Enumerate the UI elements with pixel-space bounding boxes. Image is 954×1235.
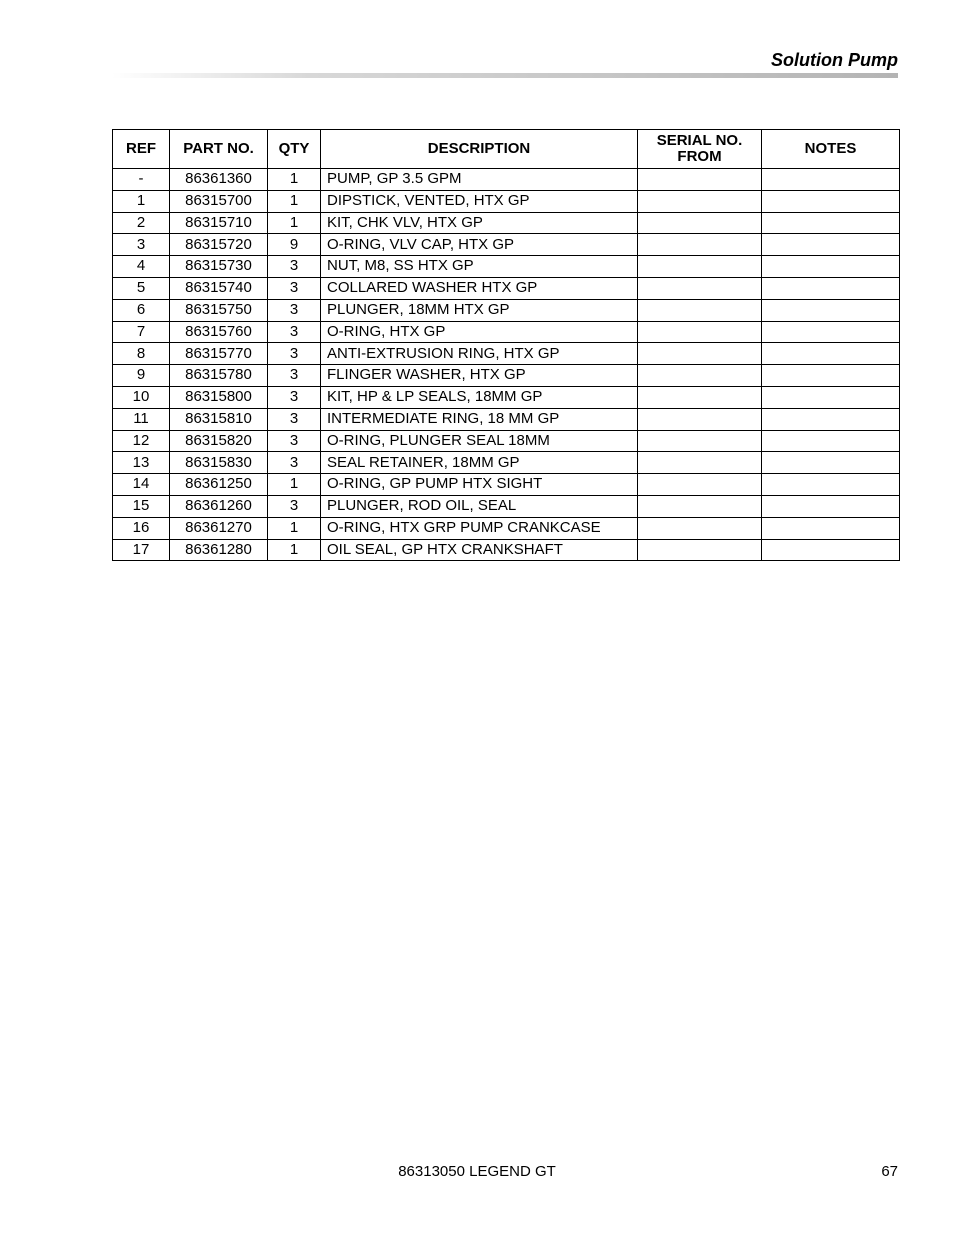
- cell-qty: 3: [268, 299, 321, 321]
- cell-serial-from: [638, 430, 762, 452]
- cell-part-no: 86315750: [170, 299, 268, 321]
- cell-qty: 1: [268, 212, 321, 234]
- cell-serial-from: [638, 517, 762, 539]
- cell-ref: 2: [113, 212, 170, 234]
- cell-part-no: 86315740: [170, 277, 268, 299]
- cell-part-no: 86315770: [170, 343, 268, 365]
- table-row: [113, 539, 900, 561]
- cell-part-no: 86315780: [170, 365, 268, 387]
- parts-table-body: [113, 169, 900, 561]
- cell-notes: [762, 321, 900, 343]
- cell-serial-from: [638, 234, 762, 256]
- cell-notes: [762, 234, 900, 256]
- col-header-ref: REF: [113, 130, 170, 169]
- cell-serial-from: [638, 495, 762, 517]
- cell-part-no: 86315800: [170, 386, 268, 408]
- cell-description: O-RING, PLUNGER SEAL 18MM: [321, 430, 638, 452]
- cell-notes: [762, 517, 900, 539]
- cell-serial-from: [638, 169, 762, 191]
- cell-qty: 3: [268, 386, 321, 408]
- table-row: [113, 517, 900, 539]
- cell-ref: 14: [113, 474, 170, 496]
- cell-part-no: 86361260: [170, 495, 268, 517]
- cell-description: O-RING, VLV CAP, HTX GP: [321, 234, 638, 256]
- cell-notes: [762, 474, 900, 496]
- header-rule: [112, 73, 898, 78]
- cell-part-no: 86361270: [170, 517, 268, 539]
- table-row: [113, 212, 900, 234]
- cell-notes: [762, 212, 900, 234]
- cell-part-no: 86361250: [170, 474, 268, 496]
- table-row: [113, 365, 900, 387]
- cell-qty: 1: [268, 169, 321, 191]
- table-row: [113, 408, 900, 430]
- table-row: [113, 234, 900, 256]
- table-row: [113, 321, 900, 343]
- cell-qty: 3: [268, 343, 321, 365]
- cell-notes: [762, 256, 900, 278]
- cell-notes: [762, 539, 900, 561]
- cell-notes: [762, 299, 900, 321]
- cell-qty: 3: [268, 365, 321, 387]
- cell-notes: [762, 190, 900, 212]
- table-row: [113, 343, 900, 365]
- table-row: [113, 495, 900, 517]
- cell-qty: 3: [268, 256, 321, 278]
- cell-part-no: 86315820: [170, 430, 268, 452]
- cell-ref: 15: [113, 495, 170, 517]
- cell-ref: 13: [113, 452, 170, 474]
- cell-qty: 1: [268, 190, 321, 212]
- cell-description: O-RING, HTX GP: [321, 321, 638, 343]
- cell-serial-from: [638, 386, 762, 408]
- cell-notes: [762, 452, 900, 474]
- table-row: [113, 169, 900, 191]
- col-header-description: DESCRIPTION: [321, 130, 638, 169]
- cell-serial-from: [638, 212, 762, 234]
- cell-description: INTERMEDIATE RING, 18 MM GP: [321, 408, 638, 430]
- cell-serial-from: [638, 299, 762, 321]
- cell-qty: 3: [268, 321, 321, 343]
- cell-description: ANTI-EXTRUSION RING, HTX GP: [321, 343, 638, 365]
- cell-ref: 4: [113, 256, 170, 278]
- cell-notes: [762, 495, 900, 517]
- cell-part-no: 86315700: [170, 190, 268, 212]
- col-header-serial-from: SERIAL NO. FROM: [638, 130, 762, 169]
- cell-serial-from: [638, 408, 762, 430]
- parts-table: [112, 129, 900, 561]
- cell-ref: 10: [113, 386, 170, 408]
- cell-description: OIL SEAL, GP HTX CRANKSHAFT: [321, 539, 638, 561]
- cell-ref: 11: [113, 408, 170, 430]
- cell-description: SEAL RETAINER, 18MM GP: [321, 452, 638, 474]
- cell-part-no: 86361280: [170, 539, 268, 561]
- cell-qty: 9: [268, 234, 321, 256]
- col-header-part-no: PART NO.: [170, 130, 268, 169]
- cell-serial-from: [638, 539, 762, 561]
- cell-part-no: 86315720: [170, 234, 268, 256]
- cell-ref: 5: [113, 277, 170, 299]
- table-row: [113, 474, 900, 496]
- cell-description: KIT, HP & LP SEALS, 18MM GP: [321, 386, 638, 408]
- table-header-row: [113, 130, 900, 169]
- cell-part-no: 86315810: [170, 408, 268, 430]
- table-row: [113, 299, 900, 321]
- cell-part-no: 86315760: [170, 321, 268, 343]
- table-row: [113, 430, 900, 452]
- cell-ref: 9: [113, 365, 170, 387]
- cell-serial-from: [638, 256, 762, 278]
- table-row: [113, 386, 900, 408]
- cell-notes: [762, 343, 900, 365]
- cell-ref: 12: [113, 430, 170, 452]
- cell-serial-from: [638, 277, 762, 299]
- table-row: [113, 256, 900, 278]
- cell-qty: 3: [268, 452, 321, 474]
- cell-ref: 16: [113, 517, 170, 539]
- cell-serial-from: [638, 321, 762, 343]
- cell-qty: 1: [268, 517, 321, 539]
- cell-serial-from: [638, 190, 762, 212]
- table-row: [113, 277, 900, 299]
- cell-description: COLLARED WASHER HTX GP: [321, 277, 638, 299]
- col-header-notes: NOTES: [762, 130, 900, 169]
- cell-notes: [762, 277, 900, 299]
- cell-ref: -: [113, 169, 170, 191]
- cell-notes: [762, 430, 900, 452]
- cell-part-no: 86361360: [170, 169, 268, 191]
- cell-ref: 8: [113, 343, 170, 365]
- cell-description: PLUNGER, 18MM HTX GP: [321, 299, 638, 321]
- cell-ref: 1: [113, 190, 170, 212]
- cell-ref: 7: [113, 321, 170, 343]
- cell-part-no: 86315730: [170, 256, 268, 278]
- table-row: [113, 452, 900, 474]
- cell-serial-from: [638, 365, 762, 387]
- footer-doc-ref: 86313050 LEGEND GT: [398, 1163, 556, 1180]
- cell-qty: 3: [268, 408, 321, 430]
- cell-ref: 6: [113, 299, 170, 321]
- cell-part-no: 86315830: [170, 452, 268, 474]
- cell-qty: 1: [268, 539, 321, 561]
- cell-description: NUT, M8, SS HTX GP: [321, 256, 638, 278]
- cell-qty: 3: [268, 430, 321, 452]
- cell-qty: 3: [268, 495, 321, 517]
- cell-serial-from: [638, 452, 762, 474]
- cell-description: PLUNGER, ROD OIL, SEAL: [321, 495, 638, 517]
- cell-description: O-RING, HTX GRP PUMP CRANKCASE: [321, 517, 638, 539]
- cell-notes: [762, 386, 900, 408]
- cell-part-no: 86315710: [170, 212, 268, 234]
- cell-description: FLINGER WASHER, HTX GP: [321, 365, 638, 387]
- section-title: Solution Pump: [771, 50, 898, 70]
- cell-serial-from: [638, 474, 762, 496]
- table-row: [113, 190, 900, 212]
- cell-description: KIT, CHK VLV, HTX GP: [321, 212, 638, 234]
- cell-notes: [762, 169, 900, 191]
- cell-qty: 1: [268, 474, 321, 496]
- col-header-qty: QTY: [268, 130, 321, 169]
- cell-qty: 3: [268, 277, 321, 299]
- footer-page-number: 67: [881, 1163, 898, 1180]
- cell-description: PUMP, GP 3.5 GPM: [321, 169, 638, 191]
- cell-ref: 17: [113, 539, 170, 561]
- cell-description: O-RING, GP PUMP HTX SIGHT: [321, 474, 638, 496]
- cell-serial-from: [638, 343, 762, 365]
- cell-notes: [762, 365, 900, 387]
- cell-notes: [762, 408, 900, 430]
- cell-description: DIPSTICK, VENTED, HTX GP: [321, 190, 638, 212]
- cell-ref: 3: [113, 234, 170, 256]
